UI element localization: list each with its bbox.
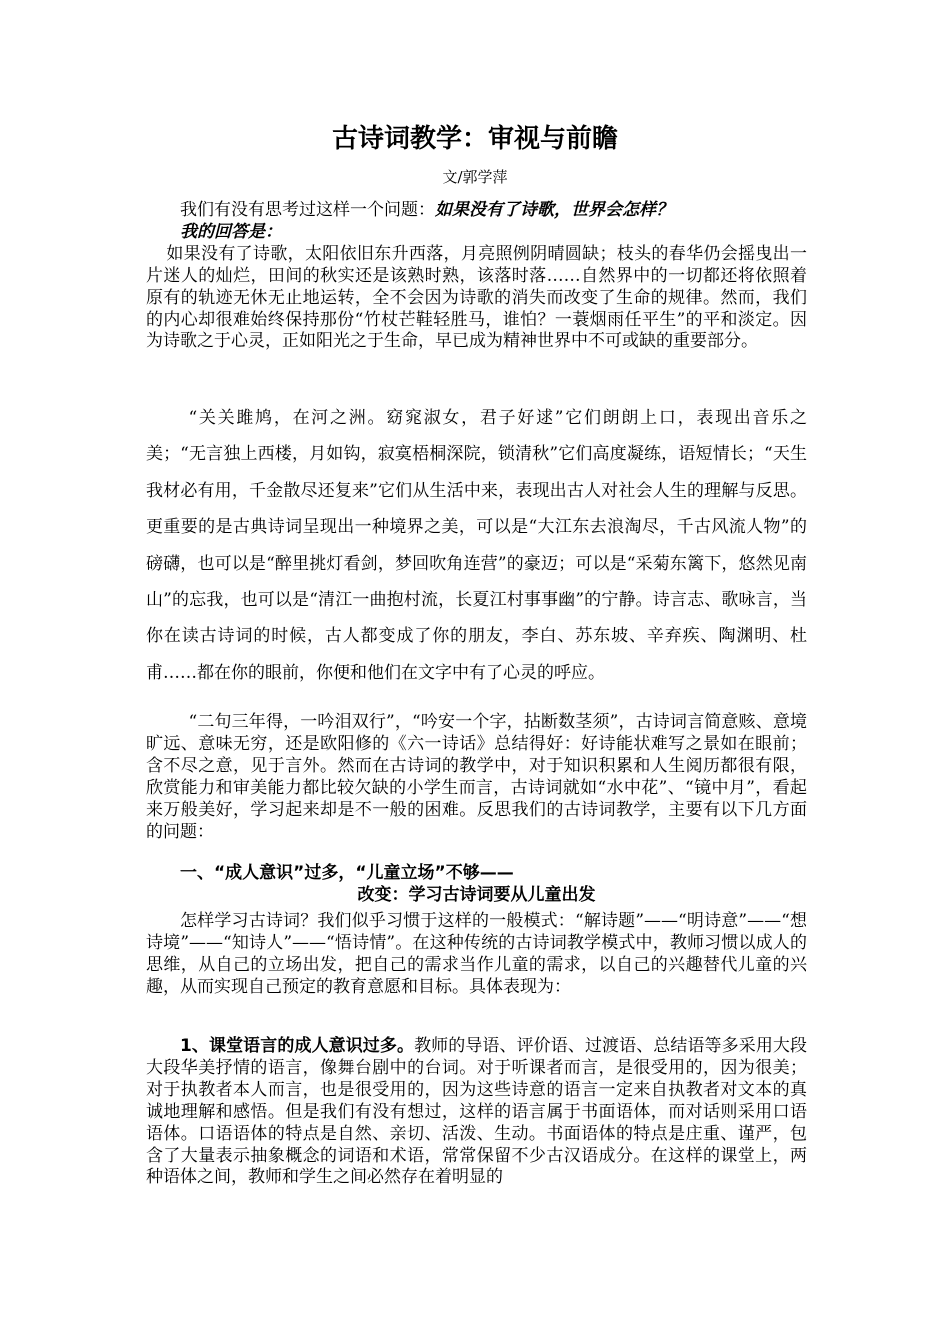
article-author: 文/郭学萍 bbox=[442, 168, 508, 186]
paragraph-2: “关关雎鸠，在河之洲。窈窕淑女，君子好逑”它们朗朗上口，表现出音乐之美；“无言独上西楼，月如钩，寂寞梧桐深院，锁清秋”它们高度凝练，语短情长；“天生我材必有用，千金散尽还复来”它们从生活中来，表现出古人对社会人生的理解与反思。更重要的是古典诗词呈现出一种境界之美，可以是“大江东去浪淘尽，千古风流人物”的磅礴，也可以是“醉里挑灯看剑，梦回吹角连营”的豪迈；可以是“采菊东篱下，悠然见南山”的忘我，也可以是“清江一曲抱村流，长夏江村事事幽”的宁静。诗言志、歌咏言，当你在读古诗词的时候，古人都变成了你的朋友，李白、苏东坡、辛弃疾、陶渊明、杜甫……都在你的眼前，你便和他们在文字中有了心灵的呼应。 bbox=[146, 408, 807, 683]
paragraph-2-block bbox=[146, 400, 807, 691]
paragraph-5-block bbox=[146, 1036, 807, 1189]
paragraph-5-line bbox=[146, 1036, 807, 1189]
paragraph-3-block bbox=[146, 712, 807, 843]
paragraph-4: 怎样学习古诗词？我们似乎习惯于这样的一般模式：“解诗题”——“明诗意”——“想诗境”——“知诗人”——“悟诗情”。在这种传统的古诗词教学模式中，教师习惯以成人的思维，从自己的立场出发，把自己的需求当作儿童的需求，以自己的兴趣替代儿童的兴趣，从而实现自己预定的教育意愿和目标。具体表现为： bbox=[146, 911, 807, 997]
intro-text: 我们有没有思考过这样一个问题： bbox=[180, 200, 435, 220]
article-title: 古诗词教学：审视与前瞻 bbox=[331, 124, 618, 154]
intro-line bbox=[146, 200, 807, 222]
paragraph-5-lead: 1、课堂语言的成人意识过多。 bbox=[180, 1036, 415, 1056]
section-1-headings bbox=[146, 862, 807, 906]
my-answer-label: 我的回答是： bbox=[180, 221, 282, 242]
section-1-subheading: 改变：学习古诗词要从儿童出发 bbox=[357, 885, 596, 905]
intro-question: 如果没有了诗歌，世界会怎样？ bbox=[435, 200, 673, 220]
paragraph-3: “二句三年得，一吟泪双行”，“吟安一个字，拈断数茎须”，古诗词言简意赅、意境旷远、意味无穷，还是欧阳修的《六一诗话》总结得好：好诗能状难写之景如在眼前；含不尽之意，见于言外。然而在古诗词的教学中，对于知识积累和人生阅历都很有限，欣赏能力和审美能力都比较欠缺的小学生而言，古诗词就如“水中花”、“镜中月”，看起来万般美好，学习起来却是不一般的困难。反思我们的古诗词教学，主要有以下几方面的问题： bbox=[146, 712, 807, 842]
intro-block bbox=[146, 200, 807, 353]
paragraph-5: 教师的导语、评价语、过渡语、总结语等多采用大段大段华美抒情的语言，像舞台剧中的台词。对于听课者而言，是很受用的，因为很美；对于执教者本人而言，也是很受用的，因为这些诗意的语言一定来自执教者对文本的真诚地理解和感悟。但是我们有没有想过，这样的语言属于书面语体，而对话则采用口语语体。口语语体的特点是自然、亲切、活泼、生动。书面语体的特点是庄重、谨严，包含了大量表示抽象概念的词语和术语，常常保留不少古汉语成分。在这样的课堂上，两种语体之间，教师和学生之间必然存在着明显的 bbox=[146, 1036, 807, 1188]
section-1-heading: 一、“成人意识”过多，“儿童立场”不够—— bbox=[180, 863, 514, 883]
paragraph-1: 如果没有了诗歌，太阳依旧东升西落，月亮照例阴晴圆缺；枝头的春华仍会摇曳出一片迷人的灿烂，田间的秋实还是该熟时熟，该落时落……自然界中的一切都还将依照着原有的轨迹无休无止地运转，全不会因为诗歌的消失而改变了生命的规律。然而，我们的内心却很难始终保持那份“竹杖芒鞋轻胜马，谁怕？一蓑烟雨任平生”的平和淡定。因为诗歌之于心灵，正如阳光之于生命，早已成为精神世界中不可或缺的重要部分。 bbox=[146, 243, 807, 352]
paragraph-4-block bbox=[146, 911, 807, 999]
